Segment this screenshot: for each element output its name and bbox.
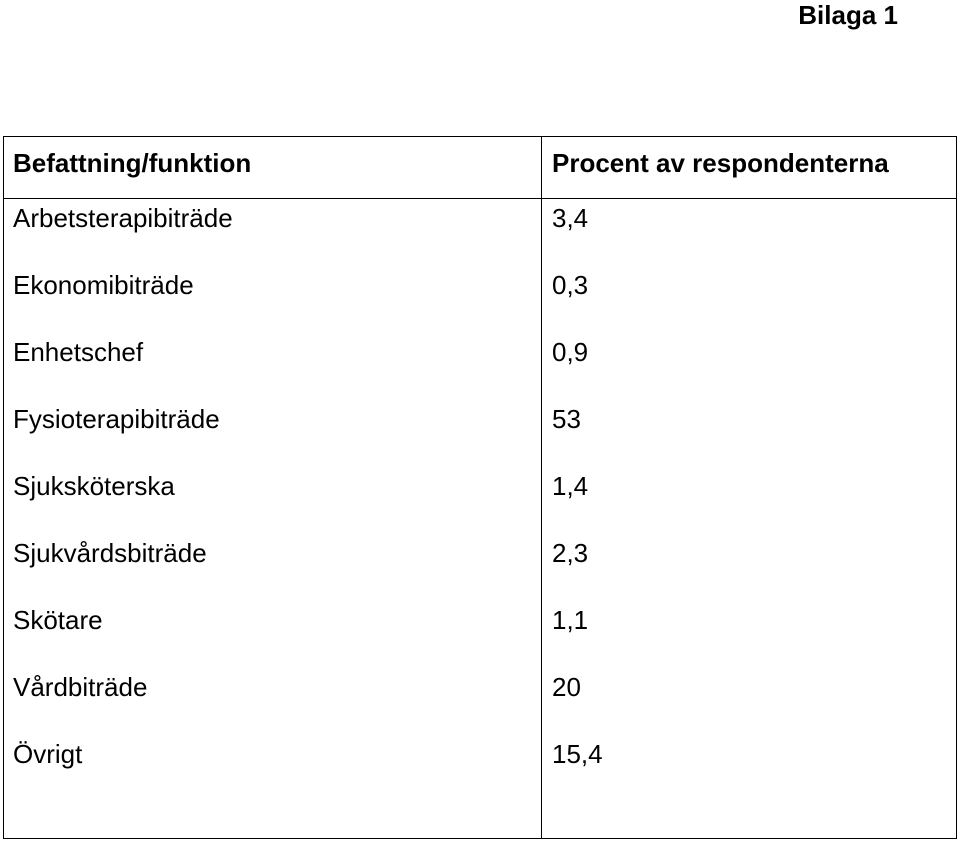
table-row — [4, 201, 956, 235]
position-cell: Enhetschef — [13, 337, 144, 367]
position-cell: Ekonomibiträde — [13, 270, 194, 300]
table-row — [4, 536, 956, 570]
position-cell: Sjukvårdsbiträde — [13, 538, 207, 568]
position-cell: Sjuksköterska — [13, 471, 175, 501]
position-cell: Övrigt — [13, 739, 83, 769]
percent-cell: 0,3 — [552, 270, 589, 300]
percent-cell: 0,9 — [552, 337, 589, 367]
position-cell: Skötare — [13, 605, 103, 635]
table-row — [4, 670, 956, 704]
percent-cell: 2,3 — [552, 538, 589, 568]
position-cell: Fysioterapibiträde — [13, 404, 220, 434]
table-row — [4, 469, 956, 503]
percent-cell: 3,4 — [552, 203, 589, 233]
percent-cell: 15,4 — [552, 739, 603, 769]
page-label: Bilaga 1 — [798, 0, 898, 30]
percent-cell: 20 — [552, 672, 581, 702]
percent-cell: 53 — [552, 404, 581, 434]
header-percent: Procent av respondenterna — [552, 148, 889, 178]
percent-cell: 1,4 — [552, 471, 589, 501]
table-row — [4, 335, 956, 369]
position-cell: Vårdbiträde — [13, 672, 148, 702]
table-row — [4, 737, 956, 771]
header-position: Befattning/funktion — [13, 148, 252, 178]
table-row — [4, 603, 956, 637]
percent-cell: 1,1 — [552, 605, 589, 635]
table-row — [4, 268, 956, 302]
position-cell: Arbetsterapibiträde — [13, 203, 233, 233]
respondent-table — [3, 136, 957, 839]
header-divider — [4, 198, 956, 199]
table-row — [4, 402, 956, 436]
